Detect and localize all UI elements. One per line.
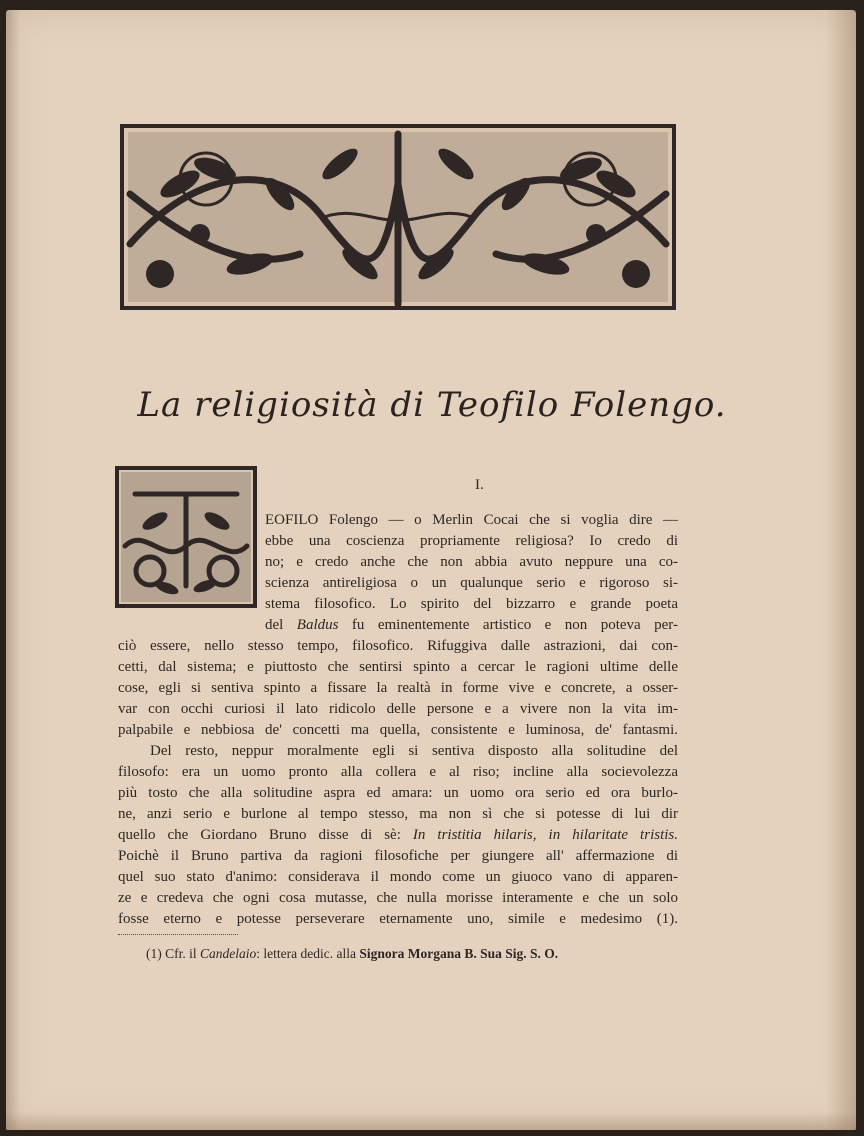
text-line: ze e credeva che ogni cosa mutasse, che nulla morisse interamente e che un solo <box>118 890 678 906</box>
text-line: cetti, dal sistema; e piuttosto che sentirsi spinto a cercar le ragioni ultime delle <box>118 659 678 675</box>
footnote <box>146 946 558 962</box>
text-line: cose, egli si sentiva spinto a fissare la realtà in forme vive e concrete, a osser- <box>118 680 678 696</box>
bold-text: Signora Morgana B. Sua Sig. S. O. <box>359 946 559 961</box>
italic-title: Candelaio <box>200 946 257 961</box>
text-line <box>265 615 678 635</box>
text-line: quel suo stato d'animo: considerava il mondo come un giuoco vano di apparen- <box>118 869 678 885</box>
text-line <box>118 825 678 845</box>
text-span: fu eminentemente artistico e non poteva per- <box>338 617 678 633</box>
page-edge-shadow-bottom <box>6 1112 856 1130</box>
footnote-separator <box>118 934 238 935</box>
text-line: Poichè il Bruno partiva da ragioni filosofiche per giungere all' affermazione di <box>118 848 678 864</box>
page-edge-shadow-right <box>826 10 856 1130</box>
text-line: var con occhi curiosi il lato ridicolo delle persone e a vivere non la vita im- <box>118 701 678 717</box>
decorative-initial-t-woodcut <box>115 466 257 608</box>
small-caps-word: EOFILO <box>265 512 319 528</box>
text-line: filosofo: era un uomo pronto alla collera e al riso; incline alla socievolezza <box>118 764 678 780</box>
text-line: stema filosofico. Lo spirito del bizzarro e grande poeta <box>265 596 678 612</box>
text-line: più tosto che alla solitudine aspra ed amara: un uomo ora serio ed ora burlo- <box>118 785 678 801</box>
text-line: ebbe una coscienza propriamente religiosa? Io credo di <box>265 533 678 549</box>
decorative-headpiece-woodcut <box>120 124 676 310</box>
text-span: Folengo — o Merlin Cocai che si voglia dire — <box>318 512 678 528</box>
text-line: no; e credo anche che non abbia avuto neppure una co- <box>265 554 678 570</box>
text-line: fosse eterno e potesse perseverare eternamente uno, simile e medesimo (1). <box>118 911 678 927</box>
text-line: ciò essere, nello stesso tempo, filosofico. Rifuggiva dalle astrazioni, dai con- <box>118 638 678 654</box>
italic-title: Baldus <box>296 617 339 633</box>
text-line: scienza antireligiosa o un qualunque serio e rigoroso si- <box>265 575 678 591</box>
section-number: I. <box>475 477 484 493</box>
italic-quote: In tristitia hilaris, in hilaritate tristis. <box>412 827 678 843</box>
text-span: del <box>265 617 297 633</box>
text-line: Del resto, neppur moralmente egli si sentiva disposto alla solitudine del <box>150 743 678 759</box>
text-line <box>265 510 678 530</box>
text-span: (1) Cfr. il <box>146 946 200 961</box>
text-line: palpabile e nebbiosa de' concetti ma quella, consistente e luminosa, de' fantasmi. <box>118 722 678 738</box>
text-span: : lettera dedic. alla <box>256 946 360 961</box>
text-line: ne, anzi serio e burlone al tempo stesso, ma non sì che si potesse di lui dir <box>118 806 678 822</box>
page-edge-shadow-left <box>6 10 20 1130</box>
article-title: La religiosità di Teofilo Folengo. <box>137 385 727 425</box>
text-span: quello che Giordano Bruno disse di sè: <box>118 827 413 843</box>
